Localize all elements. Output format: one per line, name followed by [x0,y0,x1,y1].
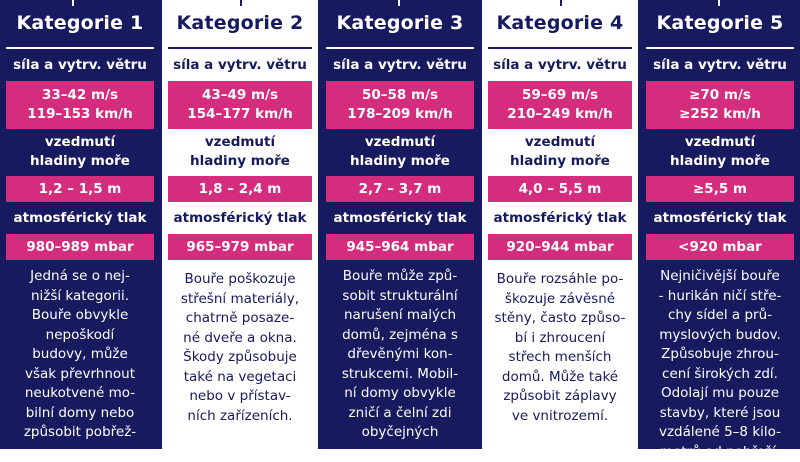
pressure-value: 965–979 mbar [186,238,294,255]
surge-label-line1: vzedmutí [44,134,116,150]
wind-label: síla a vytrv. větru [653,57,787,73]
category-2-column [160,0,320,449]
category-description: Bouře rozsáhle po- škozuje závěsné stěny, často způso- bí i zhroucení střech menších domů. Může také způsobit záplavy ve vnitrozemí. [494,271,626,424]
pressure-label: atmosférický tlak [13,210,147,226]
category-4-column [480,0,640,449]
category-5-column [640,0,800,460]
wind-value-box [326,81,474,129]
wind-label: síla a vytrv. větru [493,57,627,73]
surge-value-box [646,176,794,202]
wind-kmh-value: 119–153 km/h [27,106,133,122]
category-description: Nejničivější bouře - hurikán ničí stře- chy sídel a prů- myslových budov. Způsobuje zhrou- cení širokých zdí. Odolají mu pouze stavby, které jsou vzdálené 5–8 kilo- metrů od pobřeží, [658,268,782,460]
surge-label-line1: vzedmutí [684,134,756,150]
wind-value-box [646,81,794,129]
category-1-column [0,0,160,449]
pressure-value-box [6,234,154,260]
top-tick [560,0,562,6]
category-title: Kategorie 2 [176,12,304,34]
top-tick [398,0,400,6]
wind-ms-value: 43–49 m/s [201,87,279,103]
wind-value-box [488,81,632,129]
pressure-value: 980–989 mbar [26,238,134,255]
pressure-value: <920 mbar [678,238,762,255]
surge-value: 1,2 – 1,5 m [38,180,122,197]
pressure-label: atmosférický tlak [493,210,627,226]
title-divider [6,47,154,49]
top-tick [72,0,74,6]
pressure-value-box [488,234,632,260]
wind-ms-value: 33–42 m/s [41,87,119,103]
wind-kmh-value: 210–249 km/h [507,106,613,122]
wind-kmh-value: ≥252 km/h [679,106,761,122]
surge-value-box [488,176,632,202]
wind-label: síla a vytrv. větru [333,57,467,73]
pressure-label: atmosférický tlak [653,210,787,226]
title-divider [646,47,794,49]
category-3-column [320,0,480,449]
pressure-value-box [326,234,474,260]
category-description: Bouře poškozuje střešní materiály, chatrně posaze- né dveře a okna. Škody způsobuje také na vegetaci nebo v přístav- ních zařízeních. [180,271,300,424]
wind-ms-value: 50–58 m/s [361,87,439,103]
title-divider [488,47,632,49]
surge-label-line2: hladiny moře [510,153,610,169]
pressure-label: atmosférický tlak [333,210,467,226]
title-divider [326,47,474,49]
surge-label-line2: hladiny moře [350,153,450,169]
category-title: Kategorie 5 [656,12,784,34]
wind-value-box [168,81,312,129]
category-title: Kategorie 3 [336,12,464,34]
surge-value: 2,7 – 3,7 m [358,180,442,197]
surge-label-line2: hladiny moře [190,153,290,169]
category-description: Bouře může způ- sobit strukturální narušení malých domů, zejména s dřevěnými kon- strukcemi. Mobil- ní domy obvykle zničí a čelní zdi obyčejných [341,268,459,440]
surge-value: ≥5,5 m [693,180,747,197]
pressure-label: atmosférický tlak [173,210,307,226]
category-description: Jedná se o nej- nižší kategorii. Bouře obvykle nepoškodí budovy, může však převrhnout neukotvené mo- bilní domy nebo způsobit pobřež- [23,268,137,440]
category-title: Kategorie 1 [16,12,144,34]
wind-kmh-value: 154–177 km/h [187,106,293,122]
top-tick [718,0,720,6]
pressure-value-box [646,234,794,260]
title-divider [168,47,312,49]
surge-value: 4,0 – 5,5 m [518,180,602,197]
wind-label: síla a vytrv. větru [13,57,147,73]
surge-value-box [168,176,312,202]
wind-ms-value: ≥70 m/s [689,87,751,103]
surge-value-box [6,176,154,202]
surge-label-line1: vzedmutí [204,134,276,150]
surge-label-line1: vzedmutí [524,134,596,150]
category-title: Kategorie 4 [496,12,624,34]
top-tick [240,0,242,6]
pressure-value: 920–944 mbar [506,238,614,255]
pressure-value: 945–964 mbar [346,238,454,255]
wind-kmh-value: 178–209 km/h [347,106,453,122]
wind-label: síla a vytrv. větru [173,57,307,73]
surge-label-line1: vzedmutí [364,134,436,150]
surge-label-line2: hladiny moře [30,153,130,169]
surge-label-line2: hladiny moře [670,153,770,169]
pressure-value-box [168,234,312,260]
surge-value-box [326,176,474,202]
wind-ms-value: 59–69 m/s [521,87,599,103]
wind-value-box [6,81,154,129]
surge-value: 1,8 – 2,4 m [198,180,282,197]
